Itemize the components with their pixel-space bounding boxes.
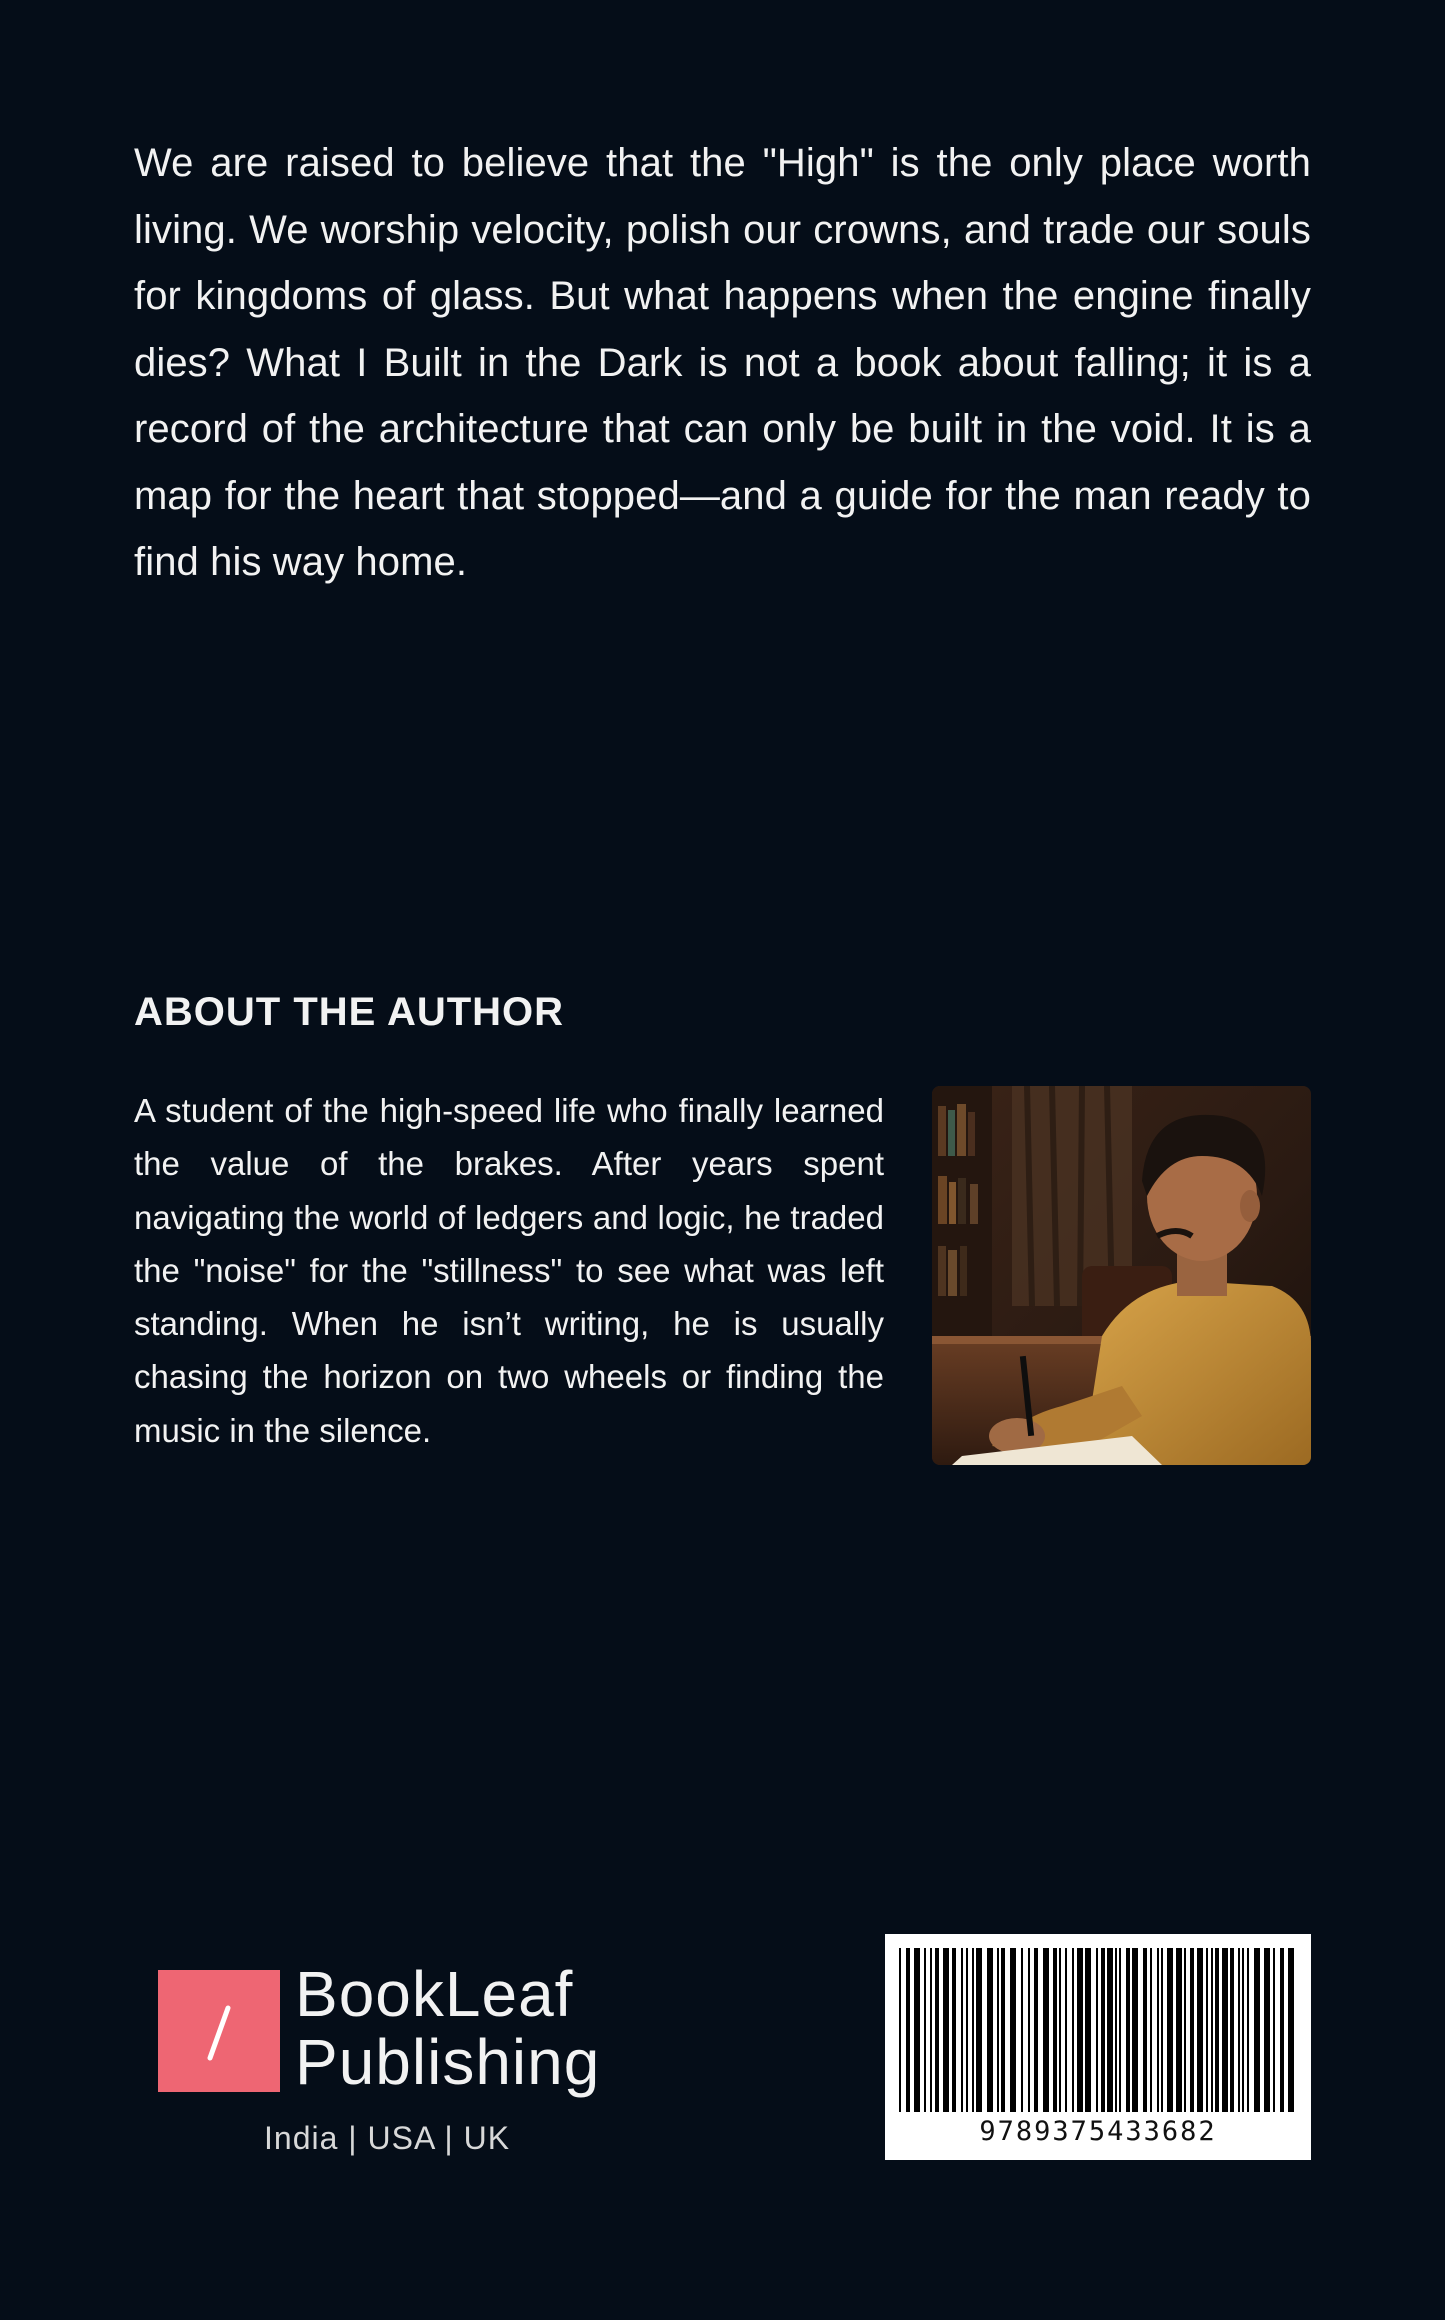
barcode-bar <box>1115 1948 1117 2112</box>
barcode-bar <box>976 1948 982 2112</box>
barcode-bar <box>1059 1948 1061 2112</box>
barcode-bar <box>1222 1948 1228 2112</box>
barcode-bar <box>1072 1948 1074 2112</box>
barcode-bar <box>1053 1948 1057 2112</box>
barcode-bar <box>1034 1948 1038 2112</box>
barcode-bar <box>1010 1948 1016 2112</box>
barcode-bar <box>1065 1948 1067 2112</box>
barcode-bar <box>943 1948 949 2112</box>
publisher-name-line2: Publishing <box>295 2026 601 2098</box>
barcode-bar <box>961 1948 963 2112</box>
slash-logo-icon <box>158 1970 280 2092</box>
barcode-bar <box>987 1948 993 2112</box>
barcode-bar <box>1230 1948 1234 2112</box>
author-photo <box>932 1086 1311 1465</box>
barcode-bar <box>952 1948 956 2112</box>
barcode-bar <box>1238 1948 1240 2112</box>
barcode-bar <box>1197 1948 1203 2112</box>
barcode-bar <box>1126 1948 1130 2112</box>
barcode-bar <box>1077 1948 1083 2112</box>
barcode-bar <box>914 1948 920 2112</box>
publisher-regions: India | USA | UK <box>264 2120 511 2156</box>
barcode-bar <box>1242 1948 1244 2112</box>
barcode-bar <box>1264 1948 1270 2112</box>
barcode-bar <box>906 1948 910 2112</box>
barcode-bar <box>1107 1948 1113 2112</box>
barcode-bar <box>1028 1948 1030 2112</box>
barcode-bar <box>1143 1948 1147 2112</box>
barcode-bar <box>1001 1948 1005 2112</box>
barcode-bar <box>972 1948 974 2112</box>
barcode-bar <box>1157 1948 1159 2112</box>
barcode-bar <box>1254 1948 1260 2112</box>
isbn-number: 9789375433682 <box>979 2116 1217 2147</box>
barcode-bar <box>1184 1948 1186 2112</box>
barcode-bar <box>1176 1948 1182 2112</box>
barcode-bar <box>899 1948 901 2112</box>
barcode-bar <box>1043 1948 1049 2112</box>
barcode-bar <box>1280 1948 1284 2112</box>
barcode-bar <box>1247 1948 1249 2112</box>
barcode-bar <box>1021 1948 1023 2112</box>
barcode-bar <box>930 1948 932 2112</box>
barcode-bar <box>1167 1948 1173 2112</box>
barcode-bar <box>935 1948 939 2112</box>
author-bio: A student of the high-speed life who finally learned the value of the brakes. After years spent navigating the world of ledgers and logic, he traded the "noise" for the "stillness" to see what was left standing. When he isn’t writing, he is usually chasing the horizon on two wheels or finding the music in the silence. <box>134 1092 884 1449</box>
barcode-bar <box>1119 1948 1121 2112</box>
barcode-bar <box>1085 1948 1091 2112</box>
barcode-bar <box>924 1948 926 2112</box>
barcode-bar <box>1161 1948 1163 2112</box>
barcode-bar <box>1190 1948 1194 2112</box>
barcode-bar <box>1150 1948 1152 2112</box>
barcode-bar <box>1206 1948 1208 2112</box>
barcode-bar <box>1101 1948 1105 2112</box>
publisher-name-line1: BookLeaf <box>295 1958 574 2030</box>
back-cover-blurb: We are raised to believe that the "High" is the only place worth living. We worship velocity, polish our crowns, and trade our souls for kingdoms of glass. But what happens when the engine finally dies? What I Built in the Dark is not a book about falling; it is a record of the architecture that can only be built in the void. It is a map for the heart that stopped—and a guide for the man ready to find his way home. <box>134 141 1311 584</box>
barcode-bar <box>1096 1948 1098 2112</box>
isbn-barcode <box>885 1934 1311 2160</box>
barcode-bar <box>997 1948 999 2112</box>
barcode-bar <box>1273 1948 1275 2112</box>
barcode-bar <box>1211 1948 1213 2112</box>
barcode-bar <box>966 1948 968 2112</box>
barcode-bar <box>1215 1948 1219 2112</box>
about-author-heading: ABOUT THE AUTHOR <box>134 990 565 1034</box>
barcode-bar <box>1288 1948 1294 2112</box>
barcode-bar <box>1132 1948 1138 2112</box>
